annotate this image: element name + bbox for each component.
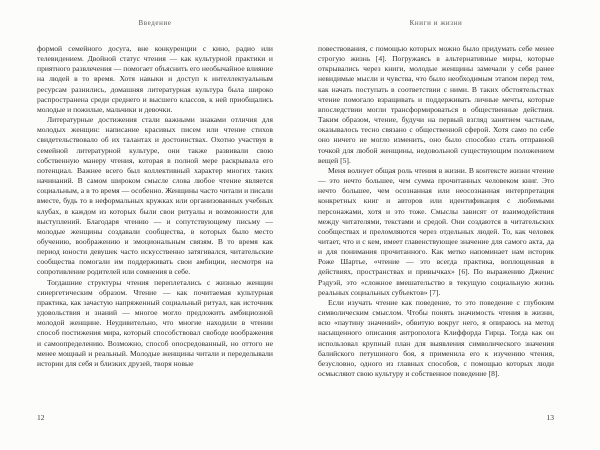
page-number-right: 13 — [546, 413, 554, 422]
page-left-body — [37, 44, 273, 369]
page-right-body — [318, 44, 554, 379]
paragraph: формой семейного досуга, вне конкуренции с кино, радио или телевидением. Двойной статус чтения — как культурной практики и приятного развлечения — помогает объяснить его необычайное влияние на людей в то время. Хотя навыки и доступ к интеллектуальным ресурсам разнились, домашняя литературная культура была широко распространена среди среднего и высшего классов, к ней приобщались молодые и пожилые, мальчики и девочки. — [37, 44, 273, 114]
paragraph: Тогдашние структуры чтения переплетались с жизнью женщин синергетическим образом. Чтение — как почитаемая культурная практика, как зачастую напряженный социальный ритуал, как источник удовольствия и знаний — многое могло предложить амбициозной молодой женщине. Неудивительно, что многие находили в чтении способ постижения мира, который способствовал свободе воображения и самоопределению. Возможно, способ опосредованный, но оттого не менее мощный и реальный. Молодые женщины читали и переделывали истории для себя и близких друзей, творя новые — [37, 277, 273, 368]
running-head-right: Книги и жизни — [409, 19, 463, 27]
paragraph: Меня волнует общая роль чтения в жизни. В контексте жизни чтение — это нечто большее, чем сумма прочитанных человеком книг. Это нечто большее, чем осознанная или неосознанная интерпретация конкретных книг и авторов или идентификация с любимыми персонажами, хотя и это тоже. Смыслы зависят от взаимодействия между читателями, текстами и средой. Они создаются в читательских сообществах и преломляются через отдельных людей. То, как человек читает, что и с кем, имеет главенствующее значение для самого акта, да и для понимания прочитанного. Как метко напоминает нам историк Роже Шартье, «чтение — это всегда практика, воплощенная в действиях, пространствах и привычках» [6]. По выражению Дженис Рэдуэй, это «сложное вмешательство в текущую социальную жизнь реальных социальных субъектов» [7]. — [318, 165, 554, 297]
page-left — [37, 19, 273, 439]
paragraph: Литературные достижения стали важными знаками отличия для молодых женщин: написание красивых писем или чтение стихов свидетельствовало об их талантах и достоинствах. Охотно участвуя в семейной литературной культуре, они также развивали свою собственную манеру чтения, которая в полной мере раскрывала его потенциал. Важнее всего был коллективный характер многих таких начинаний. В самом широком смысле слова любое чтение является социальным, а в то время — особенно. Женщины часто читали и писали вместе, будь то в неформальных кружках или организованных учебных клубах, в каждом из которых были свои ритуалы и возможности для выступлений. Благодаря чтению — и сопутствующему письму — молодые женщины создавали сообщества, в которых было место обучению, воображению и эмоциональным связям. В то время как период юности девушек часто искусственно затягивался, читательские сообщества помогали им поддерживать свои амбиции, несмотря на сопротивление родителей или сомнения в себе. — [37, 115, 273, 277]
page-right — [318, 19, 554, 439]
paragraph: Если изучать чтение как поведение, то это поведение с глубоким символическим смыслом. Чтобы понять значимость чтения в жизни, всю «паутину значений», обвитую вокруг него, я опираюсь на метод насыщенного описания антрополога Клиффорда Гирца. Тогда как он использовал крупный план для выявления символического значения балийского петушиного боя, я применила его к изучению чтения, безусловно, одного из главных способов, с помощью которых люди осмысляют свою культуру и собственное поведение [8]. — [318, 297, 554, 378]
page-number-left: 12 — [37, 413, 45, 422]
running-head-left: Введение — [138, 19, 172, 27]
paragraph: повествования, с помощью которых можно было придумать себе менее строгую жизнь [4]. Погружаясь в альтернативные миры, которые открывались через книги, молодые женщины замечали у себя ранее невидимые мысли и чувства, что было необходимым этапом перед тем, как начать поступать в соответствии с ними. В таких обстоятельствах чтение помогало взращивать и поддерживать личные мечты, которые впоследствии могли трансформироваться в общественные действия. Таким образом, чтение, будучи на первый взгляд занятием частным, оказывалось тесно связано с общественной сферой. Хотя само по себе оно ничего не могло изменить, оно было способно стать отправной точкой для любой женщины, недовольной существующим положением вещей [5]. — [318, 44, 554, 165]
